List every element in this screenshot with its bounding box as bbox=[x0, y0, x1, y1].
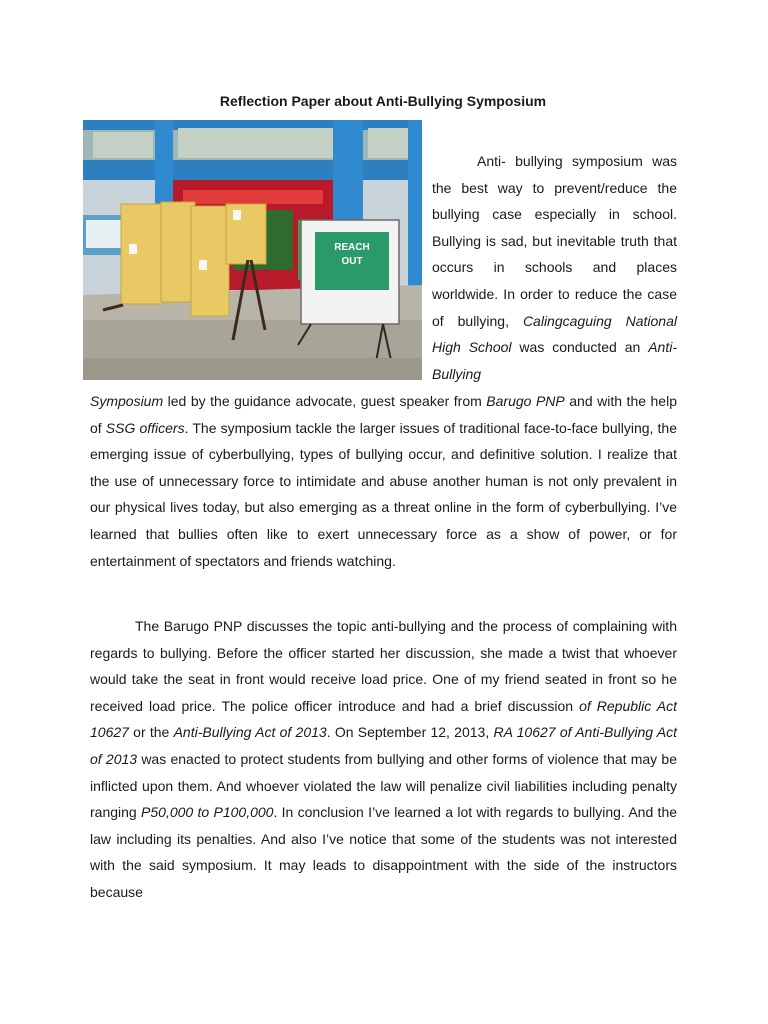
p1-text-4: and with the help of bbox=[90, 393, 677, 436]
p1-text-5: . The symposium tackle the larger issues of traditional face-to-face bullying, the emerging issue of cyberbullying, types of bullying occur, and definitive solution. I realize that the use of unnecessary force to intimidate and abuse another human is not only prevalent in our physical lives today, but also emerging as a threat online in the form of cyberbullying. I’ve learned that bullies often like to exert unnecessary force as a show of power, or for entertainment of spectators and friends watching. bbox=[90, 419, 677, 569]
p1-text-2: was conducted an bbox=[511, 339, 649, 356]
reach-text: REACH bbox=[334, 242, 370, 253]
p2-text-3: . On September 12, 2013, bbox=[326, 724, 494, 741]
p1-symposium-2: Symposium bbox=[90, 393, 164, 409]
p2-ra2: RA 10627 of Anti-Bullying Act of 2013 bbox=[90, 724, 677, 767]
p1-barugo: Barugo PNP bbox=[486, 393, 565, 409]
p2-text-1: The Barugo PNP discusses the topic anti-bullying and the process of complaining with regards to bullying. Before the officer started her discussion, she made a twist that whoever would take the seat in front would receive load price. One of my friend seated in front so he received load price. The police officer introduce and had a brief discussion bbox=[90, 618, 677, 714]
document-title: Reflection Paper about Anti-Bullying Symposium bbox=[219, 93, 547, 109]
p1-text-3: led by the guidance advocate, guest speaker from bbox=[163, 393, 487, 409]
paragraph-1-bottom bbox=[90, 388, 677, 574]
p2-act: Anti-Bullying Act of 2013 bbox=[173, 724, 327, 741]
p2-text-5: . In conclusion I’ve learned a lot with regards to bullying. And the law including its penalties. And also I’ve notice that some of the students was not interested with the said symposium. It may leads to disappointment with the side of the instructors because bbox=[90, 804, 678, 900]
p1-school: Calingcaguing National High School bbox=[432, 312, 677, 356]
paragraph-1-top bbox=[432, 148, 677, 387]
p2-ra: of Republic Act 10627 bbox=[90, 697, 678, 741]
p1-ssg: SSG officers bbox=[105, 419, 185, 436]
p2-text-4: was enacted to protect students from bullying and other forms of violence that may be inflicted upon them. And whoever violated the law will penalize civil liabilities including penalty ranging bbox=[90, 750, 677, 821]
p2-penalty: P50,000 to P100,000 bbox=[141, 804, 274, 821]
p1-symposium: Anti-Bullying bbox=[432, 339, 677, 382]
out-text: OUT bbox=[341, 256, 363, 267]
paragraph-2 bbox=[90, 613, 677, 906]
p1-text-1: Anti- bullying symposium was the best way to prevent/reduce the bullying case especially in school. Bullying is sad, but inevitable truth that occurs in schools and places worldwide. In order to reduce the case of bullying, bbox=[432, 153, 677, 329]
p2-text-2: or the bbox=[128, 724, 174, 741]
symposium-photo bbox=[83, 120, 422, 380]
